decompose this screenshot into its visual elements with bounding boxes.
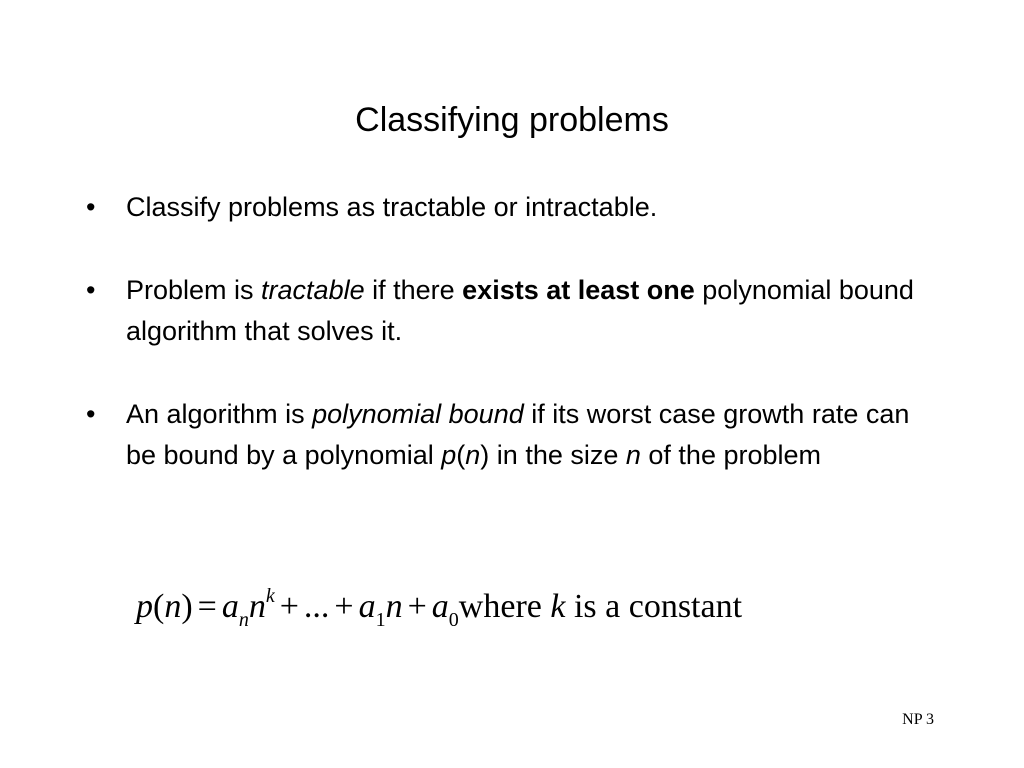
formula-a-n: a [221, 588, 239, 625]
polynomial-formula [136, 584, 742, 630]
italic-term: polynomial bound [312, 399, 524, 429]
formula-a-1: a [358, 588, 376, 625]
formula-n: n [164, 588, 182, 625]
formula-equals: = [197, 588, 217, 625]
bullet-marker: • [86, 192, 96, 222]
text-run: if there [364, 275, 463, 305]
formula-plus: + [407, 588, 427, 625]
bullet-text [126, 270, 946, 352]
bullet-item-polynomial-bound [86, 394, 946, 476]
text-run: in the size [489, 440, 626, 470]
formula-superscript-k: k [265, 585, 275, 607]
formula-a-0: a [431, 588, 449, 625]
italic-term: tractable [261, 275, 365, 305]
formula-lparen: ( [153, 588, 165, 625]
formula-n-term: n [248, 588, 266, 625]
text-run: of the problem [640, 440, 822, 470]
formula-plus: + [279, 588, 299, 625]
italic-n: n [625, 440, 641, 470]
bold-phrase: exists at least one [462, 275, 695, 305]
formula-rparen: ) [181, 588, 193, 625]
formula-subscript-n: n [238, 609, 249, 631]
text-run: polynomial bound algorithm that solves it. [126, 275, 914, 346]
close-paren: ) [480, 440, 490, 470]
formula-where: where [458, 588, 551, 625]
bullet-text [126, 394, 946, 476]
formula-p: p [136, 588, 153, 625]
italic-p: p [441, 440, 457, 470]
bullet-item-classify [86, 187, 946, 228]
bullet-text: Classify problems as tractable or intractable. [126, 192, 658, 222]
bullet-marker: • [86, 275, 96, 305]
slide-title: Classifying problems [355, 101, 669, 139]
formula-ellipsis: ... [303, 588, 330, 625]
open-paren: ( [456, 440, 466, 470]
text-run: if its worst case growth rate can be bound by a polynomial [126, 399, 910, 470]
formula-k: k [550, 588, 566, 625]
text-run: An algorithm is [126, 399, 313, 429]
slide-number: NP 3 [902, 711, 934, 728]
text-run: Problem is [126, 275, 262, 305]
formula-rest: is a constant [565, 588, 743, 625]
formula-subscript-0: 0 [448, 609, 459, 631]
formula-n1: n [385, 588, 403, 625]
bullet-marker: • [86, 399, 96, 429]
italic-n: n [465, 440, 481, 470]
formula-plus: + [334, 588, 354, 625]
bullet-item-tractable [86, 270, 946, 352]
formula-subscript-1: 1 [375, 609, 386, 631]
